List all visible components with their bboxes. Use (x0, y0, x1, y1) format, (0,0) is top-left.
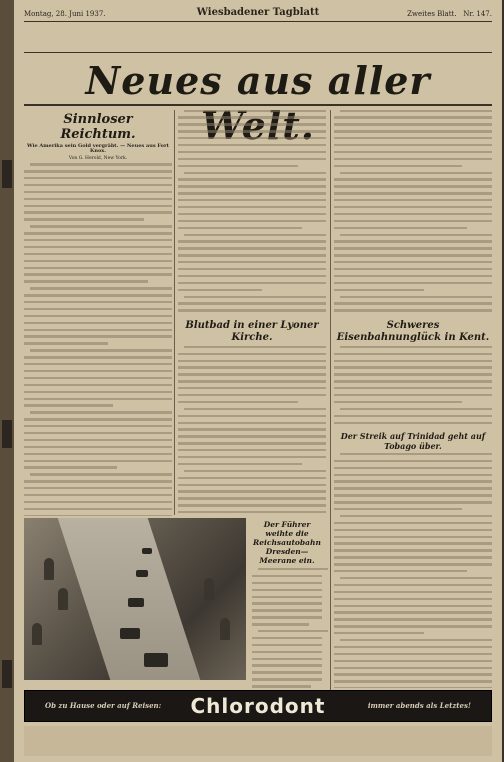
header-paper-name: Wiesbadener Tagblatt (196, 7, 320, 18)
masthead-rule-bottom (24, 104, 492, 106)
article-body-text (24, 163, 172, 516)
binding-gutter (0, 0, 14, 762)
binding-tab (2, 420, 12, 448)
autobahn-photo (24, 518, 246, 680)
column-3 (334, 108, 492, 688)
section-masthead: Neues aus aller (85, 58, 431, 103)
article-body-text (178, 346, 326, 516)
article-title: Der Streik auf Trinidad geht auf Tobago über. (340, 430, 486, 451)
page-bottom-margin (24, 726, 492, 756)
article-body-text (334, 110, 492, 315)
page-header (24, 6, 492, 20)
column-2 (178, 108, 326, 516)
header-sheet-number: Zweites Blatt. Nr. 147. (407, 10, 492, 18)
column-1 (24, 108, 172, 516)
header-date: Montag, 28. Juni 1937. (24, 10, 106, 18)
header-rule (24, 21, 492, 22)
article-title: Blutbad in einer Lyoner Kirche. (185, 319, 319, 343)
photo-caption (252, 520, 322, 718)
binding-tab (2, 660, 12, 688)
binding-tab (2, 160, 12, 188)
article-title: Sinnloser Reichtum. (60, 112, 136, 142)
masthead-rule-top (24, 52, 492, 53)
article-body-text (334, 346, 492, 427)
newspaper-page (14, 0, 502, 762)
caption-title: Der Führer weihte die Reichsautobahn Dresden—Meerane ein. (253, 520, 321, 565)
advert-right-text: immer abends als Letztes! (367, 701, 471, 710)
advert-brand: Chlorodont (190, 694, 326, 718)
article-title: Schweres Eisenbahnunglück in Kent. (336, 319, 490, 343)
column-divider (174, 110, 175, 515)
chlorodont-advertisement (24, 690, 492, 722)
column-divider (330, 110, 331, 690)
advert-left-text: Ob zu Hause oder auf Reisen: (45, 701, 162, 710)
article-author: Von G. Herold, New York. (68, 155, 128, 161)
article-body-text (178, 110, 326, 315)
article-subtitle: Wie Amerika sein Gold vergräbt. — Neues aus Fort Knox. (27, 143, 169, 155)
article-body-text (334, 453, 492, 688)
